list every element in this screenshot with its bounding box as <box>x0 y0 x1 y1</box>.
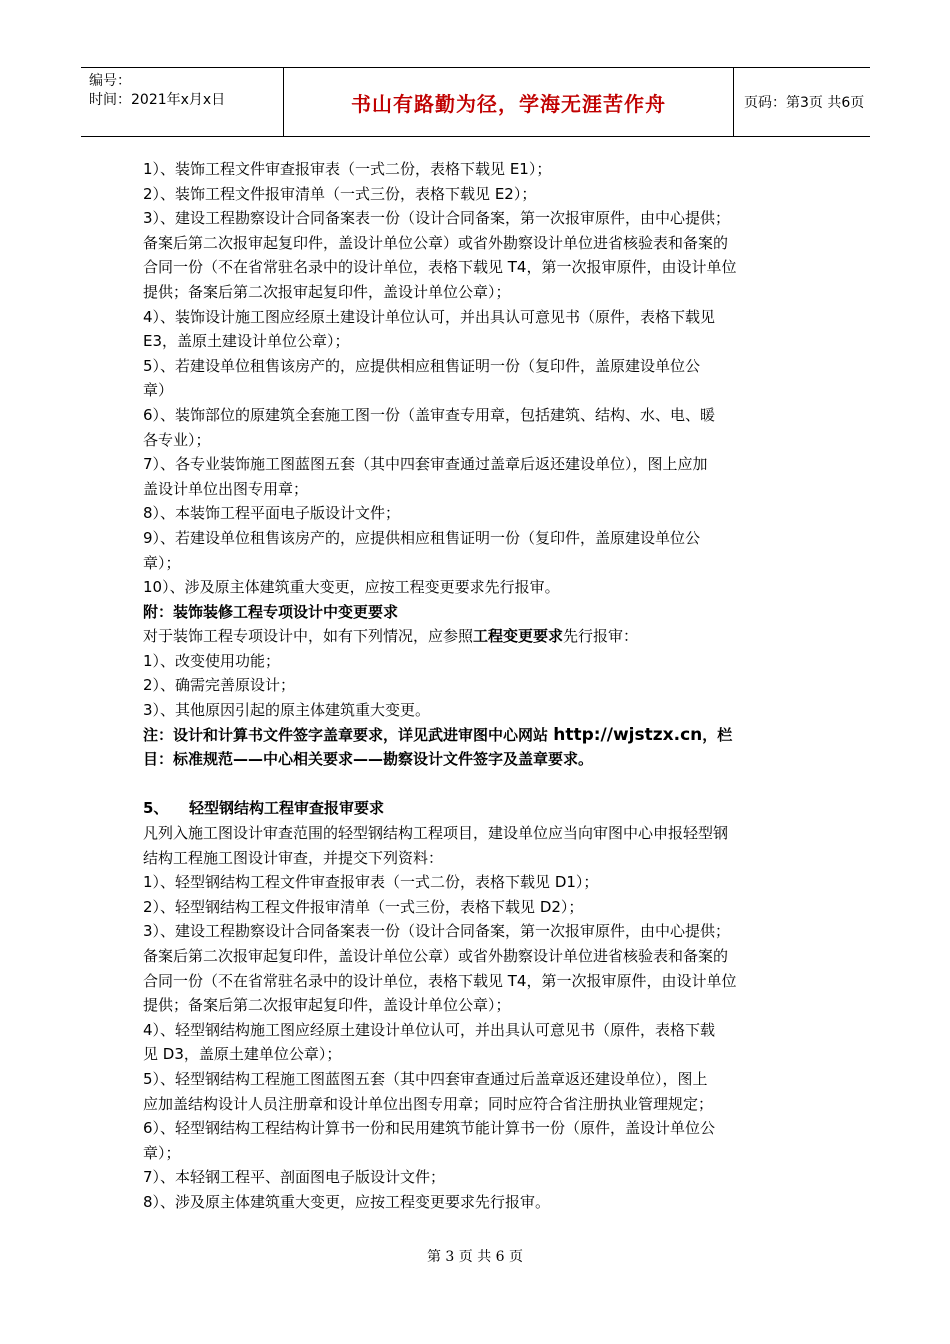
text-line: 4）、装饰设计施工图应经原土建设计单位认可，并出具认可意见书（原件，表格下载见 <box>143 307 716 326</box>
decoration-requirements-list <box>143 157 813 600</box>
note-text-tail: ，栏 <box>702 725 733 744</box>
text-line: 见 D3，盖原土建单位公章）； <box>143 1045 342 1064</box>
text-line: 6）、轻型钢结构工程结构计算书一份和民用建筑节能计算书一份（原件，盖设计单位公 <box>143 1119 716 1138</box>
text-line: 合同一份（不在省常驻名录中的设计单位，表格下载见 T4，第一次报审原件，由设计单位 <box>143 258 737 277</box>
text-line: 备案后第二次报审起复印件，盖设计单位公章）或省外勘察设计单位进省核验表和备案的 <box>143 233 729 252</box>
section5-title: 轻型钢结构工程审查报审要求 <box>189 799 385 818</box>
appendix-item: 3）、其他原因引起的原主体建筑重大变更。 <box>143 701 431 720</box>
text-line: 凡列入施工图设计审查范围的轻型钢结构工程项目，建设单位应当向审图中心申报轻型钢 <box>143 824 729 843</box>
text-line: 4）、轻型钢结构施工图应经原土建设计单位认可，并出具认可意见书（原件，表格下载 <box>143 1020 716 1039</box>
text-line: 盖设计单位出图专用章； <box>143 479 309 498</box>
document-time-label: 时间：2021年x月x日 <box>89 92 226 108</box>
text-line: 1）、轻型钢结构工程文件审查报审表（一式二份，表格下载见 D1）； <box>143 873 599 892</box>
text-line: 1）、装饰工程文件审查报审表（一式二份，表格下载见 E1）； <box>143 160 552 178</box>
appendix-intro-emphasis: 工程变更要求 <box>473 627 564 646</box>
text-line: 章） <box>143 381 174 400</box>
text-line: 7）、本轻钢工程平、剖面图电子版设计文件； <box>143 1168 446 1187</box>
text-line: 提供；备案后第二次报审起复印件，盖设计单位公章）； <box>143 282 511 301</box>
text-line: 5）、轻型钢结构工程施工图蓝图五套（其中四套审查通过后盖章返还建设单位），图上 <box>143 1069 708 1088</box>
text-line: 10）、涉及原主体建筑重大变更，应按工程变更要求先行报审。 <box>143 578 560 597</box>
note-line-2: 目：标准规范——中心相关要求——勘察设计文件签字及盖章要求。 <box>143 750 594 769</box>
text-line: 8）、涉及原主体建筑重大变更，应按工程变更要求先行报审。 <box>143 1192 551 1211</box>
text-line: 备案后第二次报审起复印件，盖设计单位公章）或省外勘察设计单位进省核验表和备案的 <box>143 947 729 965</box>
page-footer: 第 3 页 共 6 页 <box>426 1249 524 1265</box>
appendix-intro-tail: 先行报审： <box>563 627 639 646</box>
note-line-1 <box>143 723 813 748</box>
text-line: 章）； <box>143 1143 181 1162</box>
header-meta-cell <box>81 68 283 136</box>
appendix-title: 附：装饰装修工程专项设计中变更要求 <box>143 602 399 621</box>
document-number-label: 编号： <box>89 73 131 89</box>
header-motto-cell <box>283 68 734 136</box>
text-line: E3，盖原土建设计单位公章）； <box>143 332 350 351</box>
text-line: 7）、各专业装饰施工图蓝图五套（其中四套审查通过盖章后返还建设单位），图上应加 <box>143 455 708 474</box>
appendix-intro-text: 对于装饰工程专项设计中，如有下列情况，应参照 <box>143 627 474 646</box>
note-url-link[interactable]: http://wjstzx.cn <box>553 724 703 745</box>
section5-number: 5、 <box>143 799 169 818</box>
appendix-items-list <box>143 649 813 723</box>
header-motto: 书山有路勤为径，学海无涯苦作舟 <box>351 91 666 116</box>
section5-heading <box>143 796 813 821</box>
text-line: 3）、建设工程勘察设计合同备案表一份（设计合同备案，第一次报审原件，由中心提供； <box>143 209 731 228</box>
text-line: 合同一份（不在省常驻名录中的设计单位，表格下载见 T4，第一次报审原件，由设计单位 <box>143 971 737 990</box>
section5-requirements-list <box>143 821 813 1215</box>
header-page-cell <box>734 68 870 136</box>
section-spacer <box>143 772 813 797</box>
page-header <box>81 67 870 137</box>
text-line: 8）、本装饰工程平面电子版设计文件； <box>143 504 401 523</box>
text-line: 应加盖结构设计人员注册章和设计单位出图专用章；同时应符合省注册执业管理规定； <box>143 1094 714 1113</box>
header-page-code: 页码：第3页 共6页 <box>744 95 865 111</box>
text-line: 章）； <box>143 553 181 572</box>
text-line: 结构工程施工图设计审查，并提交下列资料： <box>143 848 444 867</box>
appendix-intro <box>143 624 813 649</box>
note-text: 注：设计和计算书文件签字盖章要求，详见武进审图中心网站 <box>143 725 554 744</box>
text-line: 3）、建设工程勘察设计合同备案表一份（设计合同备案，第一次报审原件，由中心提供； <box>143 922 731 941</box>
text-line: 2）、装饰工程文件报审清单（一式三份，表格下载见 E2）； <box>143 184 537 203</box>
text-line: 5）、若建设单位租售该房产的，应提供相应租售证明一份（复印件，盖原建设单位公 <box>143 356 701 375</box>
document-body <box>143 157 813 1215</box>
text-line: 2）、轻型钢结构工程文件报审清单（一式三份，表格下载见 D2）； <box>143 897 584 916</box>
text-line: 9）、若建设单位租售该房产的，应提供相应租售证明一份（复印件，盖原建设单位公 <box>143 528 701 547</box>
appendix-item: 1）、改变使用功能； <box>143 651 281 670</box>
text-line: 各专业）； <box>143 430 211 449</box>
appendix-item: 2）、确需完善原设计； <box>143 676 296 695</box>
text-line: 6）、装饰部位的原建筑全套施工图一份（盖审查专用章，包括建筑、结构、水、电、暖 <box>143 405 716 424</box>
text-line: 提供；备案后第二次报审起复印件，盖设计单位公章）； <box>143 996 511 1015</box>
